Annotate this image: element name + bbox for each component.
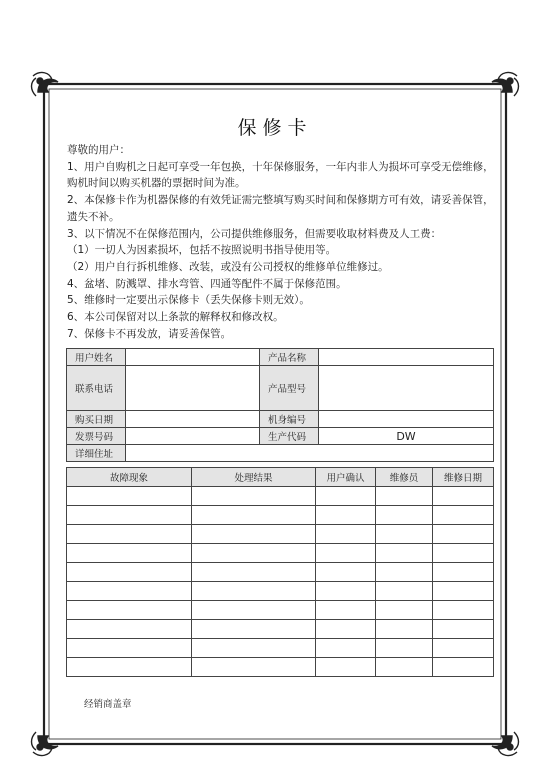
repair-cell[interactable] <box>376 506 433 525</box>
model-field[interactable] <box>319 366 494 411</box>
repair-cell[interactable] <box>433 487 494 506</box>
repair-cell[interactable] <box>67 658 192 677</box>
repair-table-body <box>67 487 494 677</box>
repair-cell[interactable] <box>433 525 494 544</box>
repair-cell[interactable] <box>67 544 192 563</box>
customer-info-table <box>66 348 494 462</box>
production-code-label: 生产代码 <box>260 428 319 445</box>
repair-cell[interactable] <box>433 506 494 525</box>
product-name-label: 产品名称 <box>260 349 319 366</box>
repair-cell[interactable] <box>376 544 433 563</box>
repair-cell[interactable] <box>67 639 192 658</box>
term-6: 6、本公司保留对以上条款的解释权和修改权。 <box>67 311 284 324</box>
repair-cell[interactable] <box>316 582 376 601</box>
table-row <box>67 506 494 525</box>
table-row <box>67 639 494 658</box>
repair-cell[interactable] <box>192 601 316 620</box>
repair-cell[interactable] <box>433 544 494 563</box>
repair-cell[interactable] <box>192 582 316 601</box>
serial-number-label: 机身编号 <box>260 411 319 428</box>
term-4: 4、盆堵、防溅罩、排水弯管、四通等配件不属于保修范围。 <box>67 277 347 290</box>
repair-cell[interactable] <box>67 582 192 601</box>
repair-cell[interactable] <box>433 639 494 658</box>
repair-cell[interactable] <box>376 601 433 620</box>
repair-cell[interactable] <box>376 658 433 677</box>
repair-cell[interactable] <box>316 563 376 582</box>
repair-cell[interactable] <box>67 506 192 525</box>
repair-cell[interactable] <box>316 487 376 506</box>
repair-cell[interactable] <box>433 658 494 677</box>
user-confirm-column-header: 用户确认 <box>316 468 376 487</box>
repair-cell[interactable] <box>376 639 433 658</box>
phone-label: 联系电话 <box>67 366 126 411</box>
terms-section <box>67 142 499 342</box>
table-row <box>67 658 494 677</box>
repair-cell[interactable] <box>192 639 316 658</box>
table-row <box>67 582 494 601</box>
repair-cell[interactable] <box>376 525 433 544</box>
model-label: 产品型号 <box>260 366 319 411</box>
repair-cell[interactable] <box>316 639 376 658</box>
term-3-item-1: （1）一切人为因素损坏，包括不按照说明书指导使用等。 <box>67 244 337 257</box>
repair-cell[interactable] <box>316 525 376 544</box>
greeting: 尊敬的用户： <box>67 144 130 156</box>
production-code-field[interactable]: DW <box>319 428 494 445</box>
term-5: 5、维修时一定要出示保修卡（丢失保修卡则无效）。 <box>67 294 310 307</box>
phone-field[interactable] <box>126 366 260 411</box>
repair-cell[interactable] <box>192 487 316 506</box>
invoice-number-label: 发票号码 <box>67 428 126 445</box>
repair-cell[interactable] <box>316 506 376 525</box>
table-row <box>67 487 494 506</box>
repair-cell[interactable] <box>67 601 192 620</box>
fault-column-header: 故障现象 <box>67 468 192 487</box>
repair-cell[interactable] <box>433 620 494 639</box>
table-row <box>67 525 494 544</box>
repair-cell[interactable] <box>192 544 316 563</box>
repair-table-header <box>67 468 494 487</box>
address-field[interactable] <box>126 445 494 462</box>
technician-column-header: 维修员 <box>376 468 433 487</box>
table-row <box>67 544 494 563</box>
repair-cell[interactable] <box>192 506 316 525</box>
repair-cell[interactable] <box>316 544 376 563</box>
repair-cell[interactable] <box>433 601 494 620</box>
user-name-label: 用户姓名 <box>67 349 126 366</box>
repair-cell[interactable] <box>376 582 433 601</box>
repair-cell[interactable] <box>433 582 494 601</box>
dealer-stamp-label: 经销商盖章 <box>84 699 132 710</box>
product-name-field[interactable] <box>319 349 494 366</box>
term-3: 3、以下情况不在保修范围内，公司提供维修服务，但需要收取材料费及人工费： <box>67 227 442 240</box>
repair-cell[interactable] <box>192 658 316 677</box>
term-1: 1、用户自购机之日起可享受一年包换，十年保修服务，一年内非人为损坏可享受无偿维修，购机时间以购买机器的票据时间为准。 <box>67 160 494 190</box>
repair-cell[interactable] <box>316 658 376 677</box>
purchase-date-label: 购买日期 <box>67 411 126 428</box>
purchase-date-field[interactable] <box>126 411 260 428</box>
repair-cell[interactable] <box>67 563 192 582</box>
repair-cell[interactable] <box>67 487 192 506</box>
page-title: 保修卡 <box>237 117 313 139</box>
repair-cell[interactable] <box>192 563 316 582</box>
repair-cell[interactable] <box>192 620 316 639</box>
term-2: 2、本保修卡作为机器保修的有效凭证需完整填写购买时间和保修期方可有效，请妥善保管，遗失不补。 <box>67 194 494 223</box>
repair-cell[interactable] <box>67 620 192 639</box>
serial-number-field[interactable] <box>319 411 494 428</box>
user-name-field[interactable] <box>126 349 260 366</box>
repair-cell[interactable] <box>316 620 376 639</box>
table-row <box>67 620 494 639</box>
repair-cell[interactable] <box>376 620 433 639</box>
table-row <box>67 563 494 582</box>
repair-record-table <box>66 467 494 677</box>
result-column-header: 处理结果 <box>192 468 316 487</box>
term-3-item-2: （2）用户自行拆机维修、改装，或没有公司授权的维修单位维修过。 <box>67 260 389 273</box>
table-row <box>67 601 494 620</box>
repair-cell[interactable] <box>67 525 192 544</box>
term-7: 7、保修卡不再发放，请妥善保管。 <box>67 327 232 340</box>
repair-cell[interactable] <box>376 487 433 506</box>
invoice-number-field[interactable] <box>126 428 260 445</box>
repair-cell[interactable] <box>192 525 316 544</box>
repair-cell[interactable] <box>376 563 433 582</box>
address-label: 详细住址 <box>67 445 126 462</box>
repair-cell[interactable] <box>316 601 376 620</box>
repair-date-column-header: 维修日期 <box>433 468 494 487</box>
repair-cell[interactable] <box>433 563 494 582</box>
